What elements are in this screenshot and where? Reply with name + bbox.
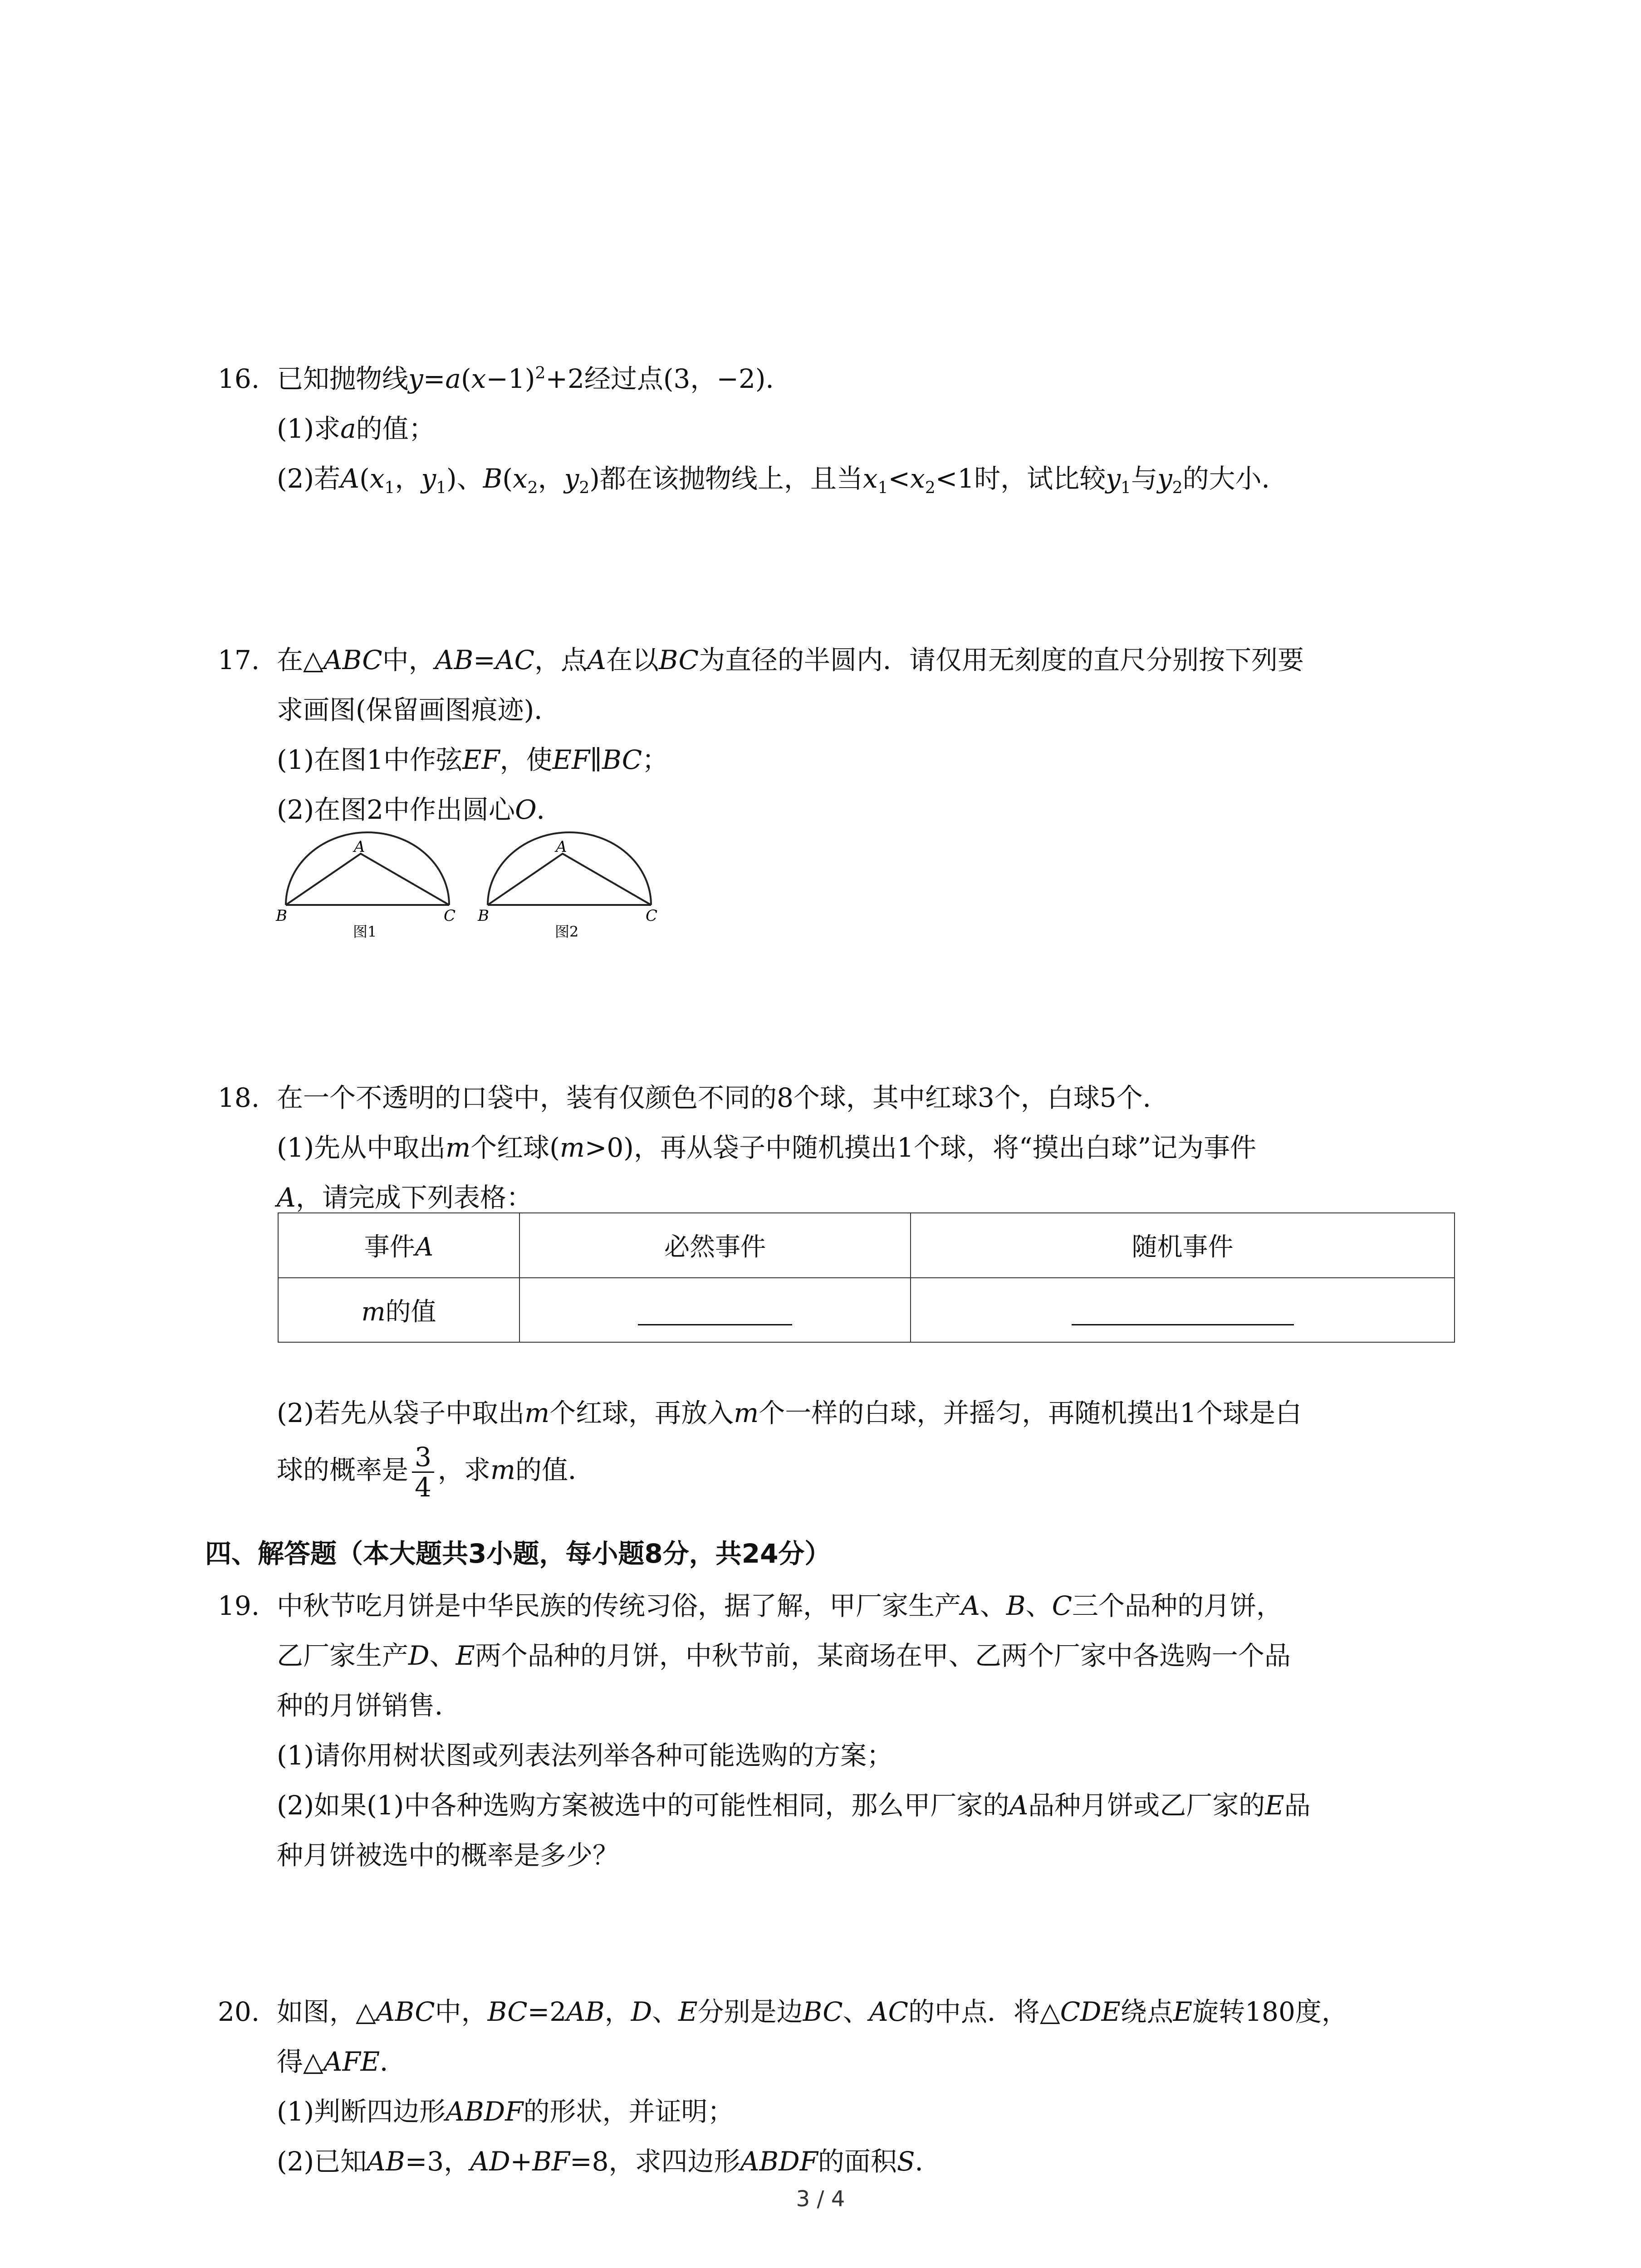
page-number: 3 / 4 [796, 2186, 845, 2212]
problem-20-stem-cont: 得△AFE． [277, 2046, 407, 2077]
problem-number: 17. [218, 645, 260, 675]
figure-caption: 图1 [353, 923, 377, 940]
table-row [278, 1278, 1455, 1343]
problem-17-part-2: (2)在图2中作出圆心O． [277, 794, 563, 825]
figure-1 [272, 826, 463, 943]
problem-20-part-1: (1)判断四边形ABDF的形状，并证明； [277, 2096, 734, 2127]
row-label-m: m的值 [278, 1278, 519, 1343]
triangle-sides [286, 854, 449, 905]
problem-18-part-2-line: (2)若先从袋子中取出m个红球，再放入m个一样的白球，并摇匀，再随机摸出1个球是白 [277, 1398, 1302, 1428]
problem-18-part-1-cont: A，请完成下列表格： [277, 1182, 533, 1213]
point-c-label: C [646, 907, 658, 925]
point-c-label: C [444, 907, 456, 925]
problem-17 [218, 635, 1461, 835]
probability-fraction: $\frac{3}{4}$ [412, 1442, 434, 1502]
problem-number: 19. [218, 1590, 260, 1621]
figure-2 [474, 826, 665, 943]
problem-16-stem: 已知抛物线$y=a(x-1)^2+2$经过点(3，−2)． [277, 363, 792, 394]
problem-20-part-2: (2)已知AB=3，AD+BF=8，求四边形ABDF的面积S． [277, 2146, 941, 2177]
problem-19 [218, 1581, 1461, 1880]
section-heading: 四、解答题（本大题共3小题，每小题8分，共24分） [205, 1538, 831, 1569]
point-b-label: B [478, 907, 489, 925]
triangle-sides [488, 854, 651, 905]
point-b-label: B [276, 907, 287, 925]
problem-19-stem: 中秋节吃月饼是中华民族的传统习俗，据了解，甲厂家生产A、B、C三个品种的月饼， [277, 1590, 1283, 1621]
problem-17-stem-cont: 求画图(保留画图痕迹)． [277, 694, 561, 725]
problem-19-stem-cont: 乙厂家生产D、E两个品种的月饼，中秋节前，某商场在甲、乙两个厂家中各选购一个品 [277, 1640, 1291, 1671]
problem-19-stem-end: 种的月饼销售． [277, 1690, 461, 1721]
point-a-label: A [354, 838, 365, 856]
problem-18 [218, 1073, 1461, 1222]
problem-16-part-1: (1)求a的值； [277, 413, 435, 444]
problem-20-stem: 如图，△ABC中，BC=2AB，D、E分别是边BC、AC的中点．将△CDE绕点E旋转180度， [277, 1996, 1348, 2027]
header-certain-event: 必然事件 [519, 1213, 911, 1278]
semicircle-arc [286, 832, 449, 905]
problem-19-part-1: (1)请你用树状图或列表法列举各种可能选购的方案； [277, 1740, 893, 1771]
problem-18-part-2-cont: 球的概率是 $\frac{3}{4}$ ，求m的值． [277, 1442, 594, 1503]
semicircle-arc [488, 832, 651, 905]
answer-blank-random[interactable] [911, 1278, 1455, 1343]
problem-19-part-2: (2)如果(1)中各种选购方案被选中的可能性相同，那么甲厂家的A品种月饼或乙厂家的E品 [277, 1790, 1311, 1821]
problem-19-part-2-cont: 种月饼被选中的概率是多少？ [277, 1840, 619, 1871]
problem-number: 20. [218, 1996, 260, 2027]
problem-number: 18. [218, 1082, 260, 1113]
problem-16 [218, 354, 1461, 503]
point-a-label: A [556, 838, 567, 856]
table-header-row [278, 1213, 1455, 1278]
problem-18-part-2 [218, 1388, 1461, 1502]
figure-caption: 图2 [555, 923, 579, 940]
answer-blank-certain[interactable] [519, 1278, 911, 1343]
event-table [278, 1212, 1455, 1343]
header-event: 事件A [278, 1213, 519, 1278]
problem-20 [218, 1987, 1461, 2186]
problem-18-part-1: (1)先从中取出m个红球(m>0)，再从袋子中随机摸出1个球，将“摸出白球”记为事件 [277, 1132, 1257, 1163]
header-random-event: 随机事件 [911, 1213, 1455, 1278]
problem-18-stem: 在一个不透明的口袋中，装有仅颜色不同的8个球，其中红球3个，白球5个． [277, 1082, 1169, 1113]
problem-16-part-2: (2)若$A(x_1$，$y_1$)、$B(x_2$，$y_2$)都在该抛物线上，且当$x_1<x_2<1$时，试比较$y_1$与$y_2$的大小． [277, 463, 1288, 498]
problem-17-part-1: (1)在图1中作弦EF，使EF∥BC； [277, 744, 669, 775]
problem-number: 16. [218, 363, 260, 394]
problem-17-stem: 在△ABC中，AB=AC，点A在以BC为直径的半圆内．请仅用无刻度的直尺分别按下列要 [277, 645, 1304, 675]
